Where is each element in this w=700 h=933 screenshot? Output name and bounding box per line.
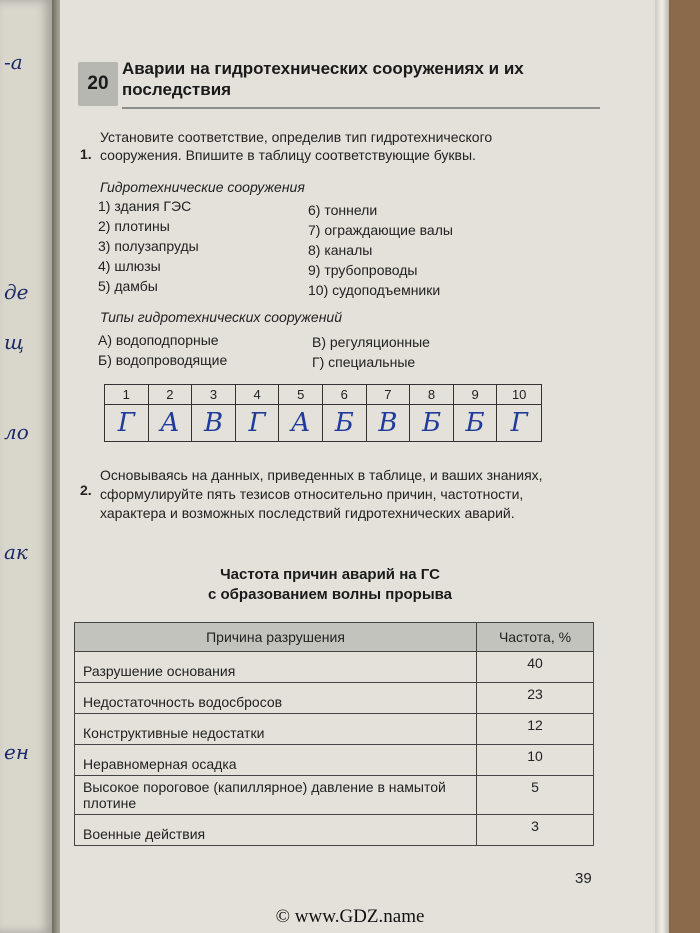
task1-number: 1. xyxy=(80,146,92,162)
structures-left-list xyxy=(98,196,199,296)
structures-heading: Гидротехнические сооружения xyxy=(100,179,305,195)
frequency-column-header: Частота, % xyxy=(477,623,594,652)
grid-answer-cell[interactable]: А xyxy=(149,405,193,441)
table-header-row xyxy=(75,623,594,652)
structure-item: 3) полузапруды xyxy=(98,238,199,254)
grid-answer-cell[interactable]: А xyxy=(279,405,323,441)
types-heading: Типы гидротехнических сооружений xyxy=(100,309,342,325)
task2-number: 2. xyxy=(80,482,92,498)
handwriting-mark: ен xyxy=(4,740,30,764)
structure-item: 1) здания ГЭС xyxy=(98,198,192,214)
cause-cell: Недостаточность водосбросов xyxy=(75,683,477,714)
types-left-list xyxy=(98,330,227,370)
left-page xyxy=(0,0,52,933)
grid-header-cell: 6 xyxy=(323,385,367,405)
structure-item: 4) шлюзы xyxy=(98,258,161,274)
structure-item: 8) каналы xyxy=(308,242,373,258)
grid-answer-cell[interactable]: Г xyxy=(105,405,149,441)
structure-item: 6) тоннели xyxy=(308,202,378,218)
workbook-page xyxy=(60,0,660,933)
lesson-title: Аварии на гидротехнических сооружениях и их последствия xyxy=(122,59,524,99)
structure-item: 9) трубопроводы xyxy=(308,262,418,278)
frequency-cell: 5 xyxy=(477,776,594,815)
cause-cell: Неравномерная осадка xyxy=(75,745,477,776)
grid-header-cell: 10 xyxy=(497,385,541,405)
grid-answer-cell[interactable]: Б xyxy=(410,405,454,441)
cause-cell: Разрушение основания xyxy=(75,652,477,683)
cause-cell: Конструктивные недостатки xyxy=(75,714,477,745)
frequency-table xyxy=(74,622,594,846)
table-row xyxy=(75,776,594,815)
grid-answer-cell[interactable]: Б xyxy=(323,405,367,441)
grid-header-cell: 2 xyxy=(149,385,193,405)
grid-header-cell: 7 xyxy=(367,385,411,405)
frequency-cell: 10 xyxy=(477,745,594,776)
footer-watermark: © www.GDZ.name xyxy=(275,906,425,927)
structure-item: 10) судоподъемники xyxy=(308,282,441,298)
handwriting-mark: щ xyxy=(4,330,25,354)
frequency-cell: 40 xyxy=(477,652,594,683)
table-row xyxy=(75,815,594,846)
frequency-cell: 3 xyxy=(477,815,594,846)
grid-header-cell: 4 xyxy=(236,385,280,405)
frequency-cell: 12 xyxy=(477,714,594,745)
grid-header-cell: 3 xyxy=(192,385,236,405)
type-item: В) регуляционные xyxy=(312,334,430,350)
structure-item: 5) дамбы xyxy=(98,278,158,294)
header-divider xyxy=(122,107,600,109)
structure-item: 7) ограждающие валы xyxy=(308,222,453,238)
table-row xyxy=(75,683,594,714)
structures-right-list xyxy=(308,200,453,300)
handwriting-mark: ак xyxy=(4,540,28,564)
grid-answer-cell[interactable]: Г xyxy=(510,408,528,438)
grid-header-cell: 1 xyxy=(105,385,149,405)
frequency-cell: 23 xyxy=(477,683,594,714)
type-item: Г) специальные xyxy=(312,354,416,370)
structure-item: 2) плотины xyxy=(98,218,170,234)
table-row xyxy=(75,652,594,683)
page-edge xyxy=(655,0,669,933)
answer-grid xyxy=(104,384,542,442)
task2-text: Основываясь на данных, приведенных в таблице, и ваших знаниях, сформулируйте пять тезисов относительно причин, частотности, характера и возможных последствий гидротехнических аварий. xyxy=(100,467,543,521)
handwriting-mark: -а xyxy=(4,50,23,74)
cause-cell: Военные действия xyxy=(75,815,477,846)
grid-answer-cell[interactable]: Г xyxy=(236,405,280,441)
table-row xyxy=(75,714,594,745)
handwriting-mark: де xyxy=(4,280,29,304)
table-row xyxy=(75,745,594,776)
grid-header-cell: 5 xyxy=(279,385,323,405)
grid-answer-cell[interactable]: Б xyxy=(454,405,498,441)
grid-header-cell: 8 xyxy=(410,385,454,405)
page-number: 39 xyxy=(575,870,592,887)
cause-column-header: Причина разрушения xyxy=(75,623,477,652)
type-item: А) водоподпорные xyxy=(98,332,219,348)
type-item: Б) водопроводящие xyxy=(98,352,228,368)
lesson-number: 20 xyxy=(78,62,118,106)
grid-answer-cell[interactable]: В xyxy=(367,405,411,441)
cause-cell: Высокое пороговое (капиллярное) давление в намытой плотине xyxy=(75,776,477,815)
task1-text: Установите соответствие, определив тип гидротехнического сооружения. Впишите в таблицу соответствующие буквы. xyxy=(100,129,493,163)
handwriting-mark: ло xyxy=(4,420,29,444)
grid-answer-cell[interactable]: В xyxy=(192,405,236,441)
table-title: Частота причин аварий на ГС с образованием волны прорыва xyxy=(207,566,453,603)
grid-header-cell: 9 xyxy=(454,385,498,405)
types-right-list xyxy=(312,332,430,372)
